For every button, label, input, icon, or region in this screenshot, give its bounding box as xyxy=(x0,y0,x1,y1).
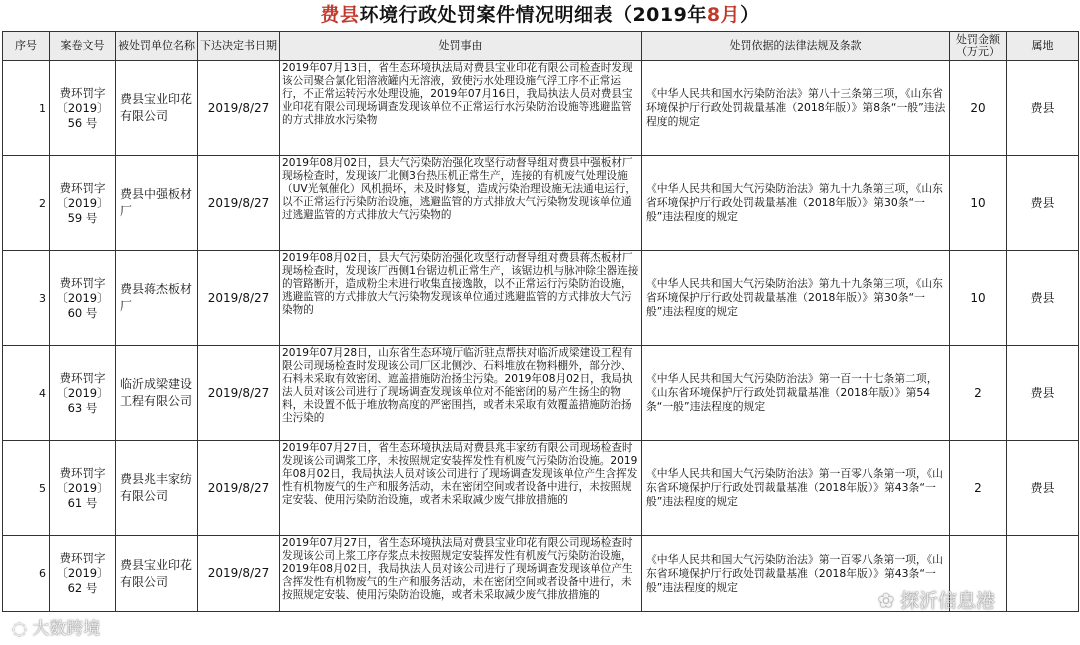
cell-date: 2019/8/27 xyxy=(198,441,280,536)
cell-case: 费环罚字〔2019〕56 号 xyxy=(50,61,116,156)
cell-date: 2019/8/27 xyxy=(198,156,280,251)
cell-amount: 2 xyxy=(950,346,1007,441)
cell-place: 费县 xyxy=(1007,346,1079,441)
table-row xyxy=(3,251,1079,346)
cell-unit: 费县宝业印花有限公司 xyxy=(116,61,198,156)
penalty-table xyxy=(2,31,1079,612)
cell-unit: 临沂成梁建设工程有限公司 xyxy=(116,346,198,441)
cell-idx: 4 xyxy=(3,346,50,441)
cell-idx: 5 xyxy=(3,441,50,536)
header-reason: 处罚事由 xyxy=(280,32,642,61)
cell-reason: 2019年07月28日，山东省生态环境厅临沂驻点帮扶对临沂成梁建设工程有限公司现场检查时发现该公司厂区北侧沙、石料堆放在物料棚外，部分沙、石料未采取有效密闭、遮盖措施防治扬尘污染。2019年08月02日，我局执法人员对该公司进行了现场调查发现该单位对不能密闭的易产生扬尘的物料，未设置不低于堆放物高度的严密围挡，或者未采取有效覆盖措施防治扬尘污染的 xyxy=(280,346,642,441)
cell-place: 费县 xyxy=(1007,441,1079,536)
cell-place: 费县 xyxy=(1007,156,1079,251)
cell-unit: 费县宝业印花有限公司 xyxy=(116,536,198,612)
cell-law: 《中华人民共和国大气污染防治法》第一百零八条第一项，《山东省环境保护厅行政处罚裁量基准（2018年版）》第43条“一般”违法程度的规定 xyxy=(642,441,950,536)
cell-date: 2019/8/27 xyxy=(198,61,280,156)
cell-reason: 2019年07月27日，省生态环境执法局对费县宝业印花有限公司现场检查时发现该公司上浆工序存浆点未按照规定安装挥发性有机废气污染防治设施，2019年08月02日，我局执法人员对该公司进行了现场调查发现该单位产生含挥发性有机物废气的生产和服务活动，未在密闭空间或者设备中进行，未按照规定安装、使用污染防治设施，或者未采取减少废气排放措施的 xyxy=(280,536,642,612)
cell-case: 费环罚字〔2019〕61 号 xyxy=(50,441,116,536)
cell-law: 《中华人民共和国大气污染防治法》第一百一十七条第二项，《山东省环境保护厅行政处罚裁量基准（2018年版）》第54条“一般”违法程度的规定 xyxy=(642,346,950,441)
watermark-logo-icon: ◌ xyxy=(12,619,27,639)
cell-reason: 2019年08月02日，县大气污染防治强化攻坚行动督导组对费县中强板材厂现场检查时，发现该厂北侧3台热压机正常生产，连接的有机废气处理设施（UV光氧催化）风机损坏，未及时修复，造成污染治理设施无法通电运行，以不正常运行污染防治设施，逃避监管的方式排放大气污染物发现该单位通过逃避监管的方式排放大气污染物的 xyxy=(280,156,642,251)
cell-unit: 费县中强板材厂 xyxy=(116,156,198,251)
header-amount: 处罚金额（万元） xyxy=(950,32,1007,61)
cell-amount: 2 xyxy=(950,441,1007,536)
table-row xyxy=(3,156,1079,251)
watermark-left-text: 大数跨境 xyxy=(32,619,101,639)
wechat-icon: ✿ xyxy=(878,590,894,612)
cell-law: 《中华人民共和国大气污染防治法》第九十九条第三项，《山东省环境保护厅行政处罚裁量基准（2018年版）》第30条“一般”违法程度的规定 xyxy=(642,251,950,346)
cell-idx: 3 xyxy=(3,251,50,346)
cell-place: 费县 xyxy=(1007,251,1079,346)
table-header-row xyxy=(3,32,1079,61)
cell-place: 费县 xyxy=(1007,61,1079,156)
watermark-right xyxy=(878,586,995,613)
title-end: ） xyxy=(740,4,760,26)
cell-unit: 费县蒋杰板材厂 xyxy=(116,251,198,346)
title-month: 8月 xyxy=(706,4,741,26)
table-row xyxy=(3,441,1079,536)
cell-law: 《中华人民共和国大气污染防治法》第九十九条第三项，《山东省环境保护厅行政处罚裁量基准（2018年版）》第30条“一般”违法程度的规定 xyxy=(642,156,950,251)
cell-law: 《中华人民共和国大气污染防治法》第一百零八条第一项，《山东省环境保护厅行政处罚裁量基准（2018年版）》第43条“一般”违法程度的规定 xyxy=(642,536,950,612)
cell-date: 2019/8/27 xyxy=(198,536,280,612)
header-case: 案卷文号 xyxy=(50,32,116,61)
cell-idx: 6 xyxy=(3,536,50,612)
header-place: 属地 xyxy=(1007,32,1079,61)
cell-unit: 费县兆丰家纺有限公司 xyxy=(116,441,198,536)
cell-amount: 20 xyxy=(950,61,1007,156)
watermark-right-text: 探沂信息港 xyxy=(899,590,995,612)
header-law: 处罚依据的法律法规及条款 xyxy=(642,32,950,61)
cell-date: 2019/8/27 xyxy=(198,251,280,346)
table-row xyxy=(3,61,1079,156)
cell-reason: 2019年08月02日，县大气污染防治强化攻坚行动督导组对费县蒋杰板材厂现场检查时，发现该厂西侧1台锯边机正常生产，该锯边机与脉冲除尘器连接的管路断开，造成粉尘未进行收集直接逸散，以不正常运行污染防治设施，逃避监管的方式排放大气污染物发现该单位通过逃避监管的方式排放大气污染物的 xyxy=(280,251,642,346)
cell-reason: 2019年07月13日，省生态环境执法局对费县宝业印花有限公司检查时发现该公司聚合氯化铝溶液罐内无溶液，致使污水处理设施气浮工序不正常运行，不正常运转污水处理设施，2019年07月16日，我局执法人员对费县宝业印花有限公司现场调查发现该单位不正常运行水污染防治设施等逃避监管的方式排放水污染物 xyxy=(280,61,642,156)
cell-reason: 2019年07月27日，省生态环境执法局对费县兆丰家纺有限公司现场检查时发现该公司调浆工序，未按照规定安装挥发性有机废气污染防治设施。2019年08月02日，我局执法人员对该公司进行了现场调查发现该单位产生含挥发性有机物废气的生产和服务活动，未在密闭空间或者设备中进行，未按照规定安装、使用污染防治设施，或者未采取减少废气排放措施的 xyxy=(280,441,642,536)
cell-idx: 2 xyxy=(3,156,50,251)
header-date: 下达决定书日期 xyxy=(198,32,280,61)
cell-amount: 10 xyxy=(950,251,1007,346)
cell-case: 费环罚字〔2019〕59 号 xyxy=(50,156,116,251)
header-unit: 被处罚单位名称 xyxy=(116,32,198,61)
cell-case: 费环罚字〔2019〕62 号 xyxy=(50,536,116,612)
header-idx: 序号 xyxy=(3,32,50,61)
cell-law: 《中华人民共和国水污染防治法》第八十三条第三项，《山东省环境保护厅行政处罚裁量基准（2018年版）》第8条“一般”违法程度的规定 xyxy=(642,61,950,156)
cell-amount: 10 xyxy=(950,156,1007,251)
cell-date: 2019/8/27 xyxy=(198,346,280,441)
watermark-left xyxy=(12,614,100,639)
page-title xyxy=(0,0,1080,30)
cell-idx: 1 xyxy=(3,61,50,156)
cell-case: 费环罚字〔2019〕63 号 xyxy=(50,346,116,441)
title-main: 环境行政处罚案件情况明细表（2019年 xyxy=(359,4,707,26)
cell-place xyxy=(1007,536,1079,612)
cell-case: 费环罚字〔2019〕60 号 xyxy=(50,251,116,346)
title-county: 费县 xyxy=(320,4,360,26)
table-row xyxy=(3,346,1079,441)
